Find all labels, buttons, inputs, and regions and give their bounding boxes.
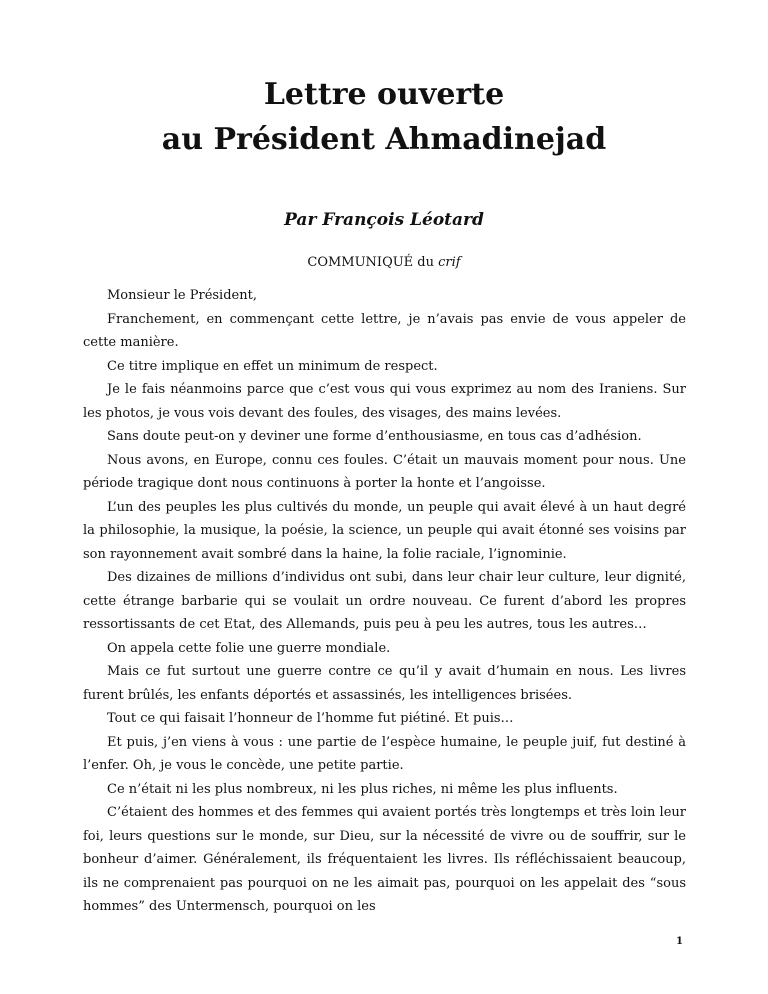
paragraph: Nous avons, en Europe, connu ces foules. C’était un mauvais moment pour nous. Une période tragique dont nous continuons à porter la honte et l’angoisse. — [83, 452, 686, 491]
letter-body — [83, 284, 686, 919]
paragraph: L’un des peuples les plus cultivés du monde, un peuple qui avait élevé à un haut degré la philosophie, la musique, la poésie, la science, un peuple qui avait étonné ses voisins par son rayonnement avait sombré dans la haine, la folie raciale, l’ignominie. — [83, 499, 686, 562]
communique-source: crif — [438, 255, 461, 270]
paragraph: Tout ce qui faisait l’honneur de l’homme fut piétiné. Et puis… — [107, 711, 514, 726]
paragraph: Ce titre implique en effet un minimum de respect. — [107, 358, 438, 374]
paragraph: On appela cette folie une guerre mondiale. — [107, 640, 391, 656]
communique-line — [0, 253, 768, 273]
author-byline: Par François Léotard — [284, 210, 484, 230]
document-title — [0, 72, 768, 162]
paragraph: Ce n’était ni les plus nombreux, ni les plus riches, ni même les plus influents. — [107, 781, 618, 797]
title-line-1: Lettre ouverte — [263, 77, 505, 112]
paragraph: C’étaient des hommes et des femmes qui avaient portés très longtemps et très loin leur foi, leurs questions sur le monde, sur Dieu, sur la nécessité de vivre ou de souffrir, sur le bonheur d’aimer. Généralement, ils fréquentaient les livres. Ils réfléchissaient beaucoup, ils ne comprenaient pas pourquoi on ne les aimait pas, pourquoi on les appelait des “sous hommes” des Untermensch, pourquoi on les — [83, 805, 686, 914]
paragraph: Mais ce fut surtout une guerre contre ce qu’il y avait d’humain en nous. Les livres furent brûlés, les enfants déportés et assassinés, les intelligences brisées. — [83, 664, 686, 703]
paragraph: Sans doute peut-on y deviner une forme d’enthousiasme, en tous cas d’adhésion. — [107, 429, 642, 444]
title-line-2: au Président Ahmadinejad — [161, 122, 607, 157]
paragraph: Et puis, j’en viens à vous : une partie de l’espèce humaine, le peuple juif, fut destiné à l’enfer. Oh, je vous le concède, une petite partie. — [83, 734, 686, 773]
paragraph: Franchement, en commençant cette lettre, je n’avais pas envie de vous appeler de cette manière. — [83, 311, 686, 350]
paragraph: Monsieur le Président, — [107, 288, 257, 303]
page-number: 1 — [676, 936, 683, 947]
communique-prefix: COMMUNIQUÉ du — [307, 255, 434, 270]
paragraph: Des dizaines de millions d’individus ont subi, dans leur chair leur culture, leur dignité, cette étrange barbarie qui se voulait un ordre nouveau. Ce furent d’abord les propres ressortissants de cet Etat, des Allemands, puis peu à peu les autres, tous les autres… — [83, 570, 686, 632]
paragraph: Je le fais néanmoins parce que c’est vous qui vous exprimez au nom des Iraniens. Sur les photos, je vous vois devant des foules, des visages, des mains levées. — [83, 382, 686, 421]
